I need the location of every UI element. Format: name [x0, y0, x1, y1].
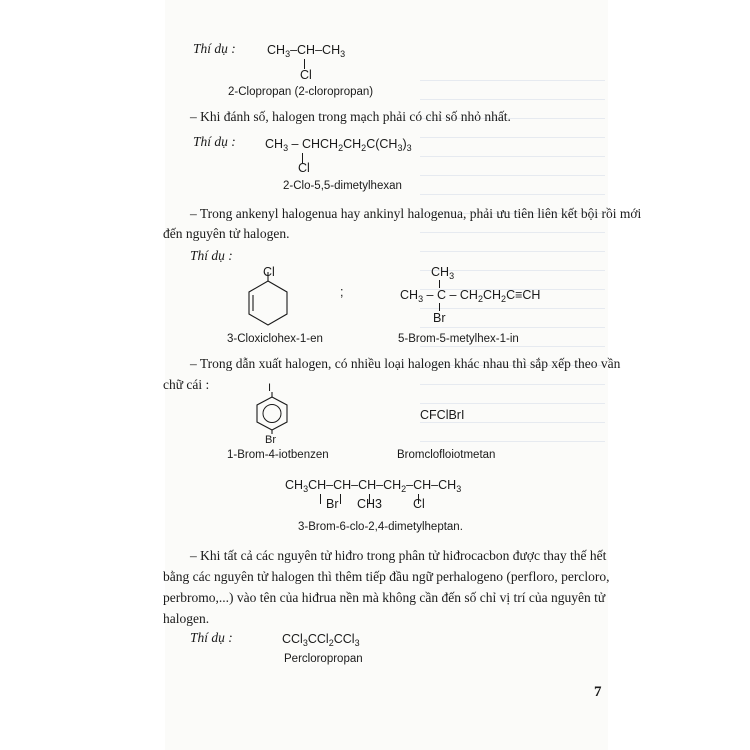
caption-cloxiclohexen: 3-Cloxiclohex-1-en — [227, 333, 323, 345]
example-label-6: Thí dụ : — [190, 630, 233, 645]
ring-substituent-cl: Cl — [263, 265, 275, 279]
substituent-i: I — [268, 382, 272, 394]
caption-bromclofloiotmetan: Bromclofloiotmetan — [397, 449, 496, 461]
rule-perhalogen-line1: – Khi tất cả các nguyên tử hiđro trong phân tử hiđrocacbon được thay thế hết — [190, 548, 607, 563]
bond-line — [340, 494, 341, 504]
rule-numbering: – Khi đánh số, halogen trong mạch phải có chỉ số nhỏ nhất. — [190, 109, 511, 124]
formula-metylhexin: $CH_3 - C - CH_2CH_2C\equiv CH$ — [400, 288, 541, 304]
substituent-ch3: CH3 — [357, 497, 383, 511]
substituent-br: Br — [326, 497, 339, 511]
cyclohexene-ring-icon — [245, 278, 295, 330]
formula-dimetylheptan: $CH_3CH-CH-CH-CH_2-CH-CH_3$ — [285, 478, 462, 494]
substituent-cl: Cl — [413, 497, 425, 511]
benzene-ring-icon — [255, 395, 291, 433]
rule-alphabetical-line1: – Trong dẫn xuất halogen, có nhiều loại halogen khác nhau thì sắp xếp theo vần — [190, 356, 621, 371]
bond-line — [439, 280, 440, 288]
rule-multiple-bond-line2: đến nguyên tử halogen. — [163, 226, 290, 241]
caption-metylhexin: 5-Brom-5-metylhex-1-in — [398, 333, 519, 345]
formula-cfclbri: CFClBrI — [420, 408, 465, 422]
substituent-ch3: $CH_3$ — [431, 265, 455, 281]
formula-2-clopropan: $CH_3-CH-CH_3$ — [267, 43, 346, 59]
bond-line — [439, 303, 440, 311]
caption-dimetylheptan: 3-Brom-6-clo-2,4-dimetylheptan. — [298, 521, 463, 533]
formula-dimetylhexan: $CH_3$ – $CHCH_2CH_2C(CH_3)_3$ — [265, 137, 412, 153]
example-label-2: Thí dụ : — [193, 134, 236, 149]
caption-2-clopropan: 2-Clopropan (2-cloropropan) — [228, 86, 374, 98]
formula-percloropropan: CCl$_3$CCl$_2$CCl$_3$ — [282, 632, 360, 648]
substituent-cl: Cl — [300, 68, 312, 82]
substituent-br: Br — [265, 434, 276, 446]
example-label-1: Thí dụ : — [193, 41, 236, 56]
rule-perhalogen-line2: bằng các nguyên tử halogen thì thêm tiếp đầu ngữ perhalogeno (perfloro, percloro, — [163, 569, 610, 584]
caption-dimetylhexan: 2-Clo-5,5-dimetylhexan — [283, 180, 402, 192]
page-number: 7 — [594, 684, 602, 700]
rule-perhalogen-line3: perbromo,...) vào tên của hiđrua nền mà không cần đến số chỉ vị trí của nguyên tử — [163, 590, 606, 605]
caption-bromiotbenzen: 1-Brom-4-iotbenzen — [227, 449, 329, 461]
caption-percloropropan: Percloropropan — [284, 653, 363, 665]
rule-multiple-bond-line1: – Trong ankenyl halogenua hay ankinyl halogenua, phải ưu tiên liên kết bội rồi mới — [190, 206, 642, 221]
bond-line — [320, 494, 321, 504]
rule-alphabetical-line2: chữ cái : — [163, 377, 210, 392]
rule-perhalogen-line4: halogen. — [163, 611, 210, 626]
substituent-cl: Cl — [298, 161, 310, 175]
example-label-3: Thí dụ : — [190, 248, 233, 263]
substituent-br: Br — [433, 311, 446, 325]
separator: ; — [340, 285, 344, 299]
